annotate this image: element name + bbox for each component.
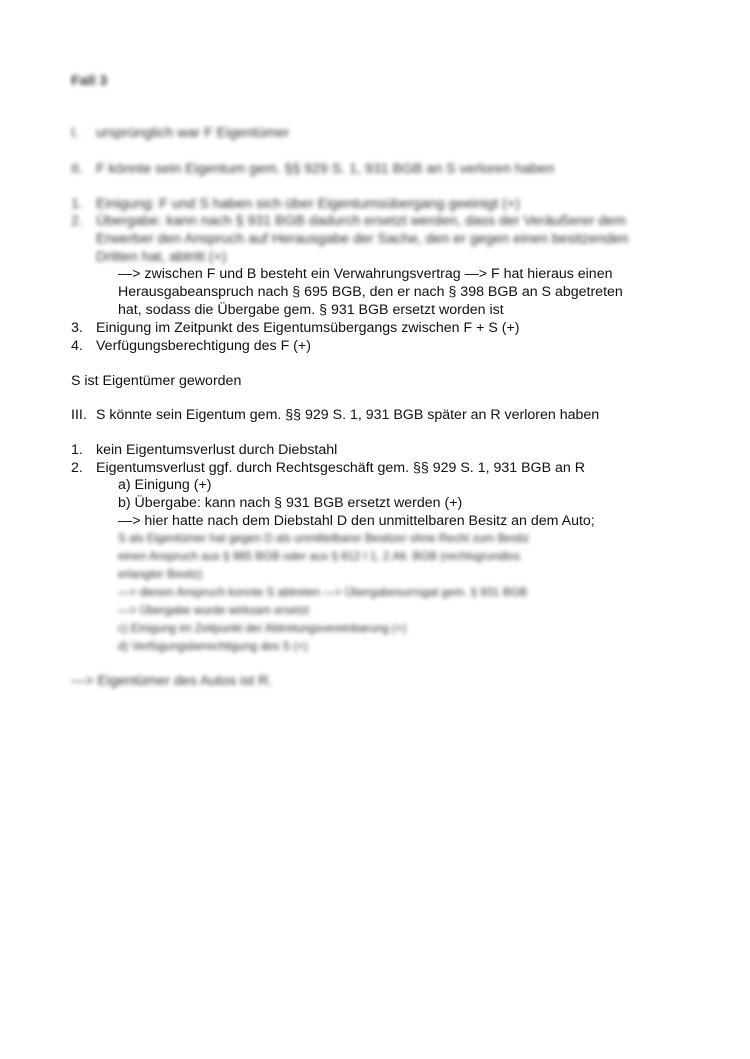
section-1-num: I. [71, 125, 79, 141]
sub-item-arrow: —> hier hatte nach dem Diebstahl D den unmittelbaren Besitz an dem Auto; [118, 513, 595, 529]
list-a-num-1: 1. [71, 196, 83, 212]
blurred-line-2: einen Anspruch aus § 985 BGB oder aus § 812 I 1, 2.Alt. BGB (rechtsgrundlos [118, 550, 521, 563]
final-conclusion: —> Eigentümer des Autos ist R. [71, 673, 273, 689]
list-b-text-1: kein Eigentumsverlust durch Diebstahl [96, 442, 338, 458]
list-b-num-2: 2. [71, 460, 83, 476]
list-a-num-4: 4. [71, 338, 83, 354]
blurred-line-4: —> diesen Anspruch konnte S abtreten —> Übergabesurrogat gem. § 931 BGB [118, 586, 528, 599]
conclusion-1: S ist Eigentümer geworden [71, 373, 242, 389]
list-a-num-2: 2. [71, 213, 83, 229]
list-a-text-5: Einigung im Zeitpunkt des Eigentumsübergangs zwischen F + S (+) [96, 320, 520, 336]
list-a-text-3: Erwerber den Anspruch auf Herausgabe der Sache, den er gegen einen besitzenden [96, 231, 629, 247]
blurred-line-5: —> Übergabe wurde wirksam ersetzt [118, 604, 310, 617]
arrow-a-line-1: —> zwischen F und B besteht ein Verwahrungsvertrag —> F hat hieraus einen [118, 266, 613, 282]
blurred-line-1: S als Eigentümer hat gegen D als unmittelbarer Besitzer ohne Recht zum Besitz [118, 532, 530, 545]
list-a-text-1: Einigung: F und S haben sich über Eigentumsübergang geeinigt (+) [96, 196, 520, 212]
section-1-text: ursprünglich war F Eigentümer [96, 125, 290, 141]
section-3-num: III. [71, 407, 87, 423]
section-2-text: F könnte sein Eigentum gem. §§ 929 S. 1, 931 BGB an S verloren haben [96, 161, 555, 177]
section-3-text: S könnte sein Eigentum gem. §§ 929 S. 1, 931 BGB später an R verloren haben [96, 407, 600, 423]
blurred-line-7: d) Verfügungsberechtigung des S (+) [118, 640, 308, 653]
blurred-line-3: erlangter Besitz) [118, 568, 203, 581]
sub-item-b: b) Übergabe: kann nach § 931 BGB ersetzt werden (+) [118, 495, 463, 511]
arrow-a-line-3: hat, sodass die Übergabe gem. § 931 BGB ersetzt worden ist [118, 302, 504, 318]
list-a-text-6: Verfügungsberechtigung des F (+) [96, 338, 311, 354]
list-b-text-2: Eigentumsverlust ggf. durch Rechtsgeschäft gem. §§ 929 S. 1, 931 BGB an R [96, 460, 585, 476]
doc-title: Fall 3 [71, 73, 108, 89]
sub-item-a: a) Einigung (+) [118, 477, 212, 493]
list-a-num-3: 3. [71, 320, 83, 336]
arrow-a-line-2: Herausgabeanspruch nach § 695 BGB, den er nach § 398 BGB an S abgetreten [118, 284, 623, 300]
section-2-num: II. [71, 161, 83, 177]
list-a-text-4: Dritten hat, abtritt (+) [96, 249, 227, 265]
blurred-line-6: c) Einigung im Zeitpunkt der Abtretungsvereinbarung (+) [118, 622, 407, 635]
list-a-text-2: Übergabe: kann nach § 931 BGB dadurch ersetzt werden, dass der Veräußerer dem [96, 213, 626, 229]
list-b-num-1: 1. [71, 442, 83, 458]
